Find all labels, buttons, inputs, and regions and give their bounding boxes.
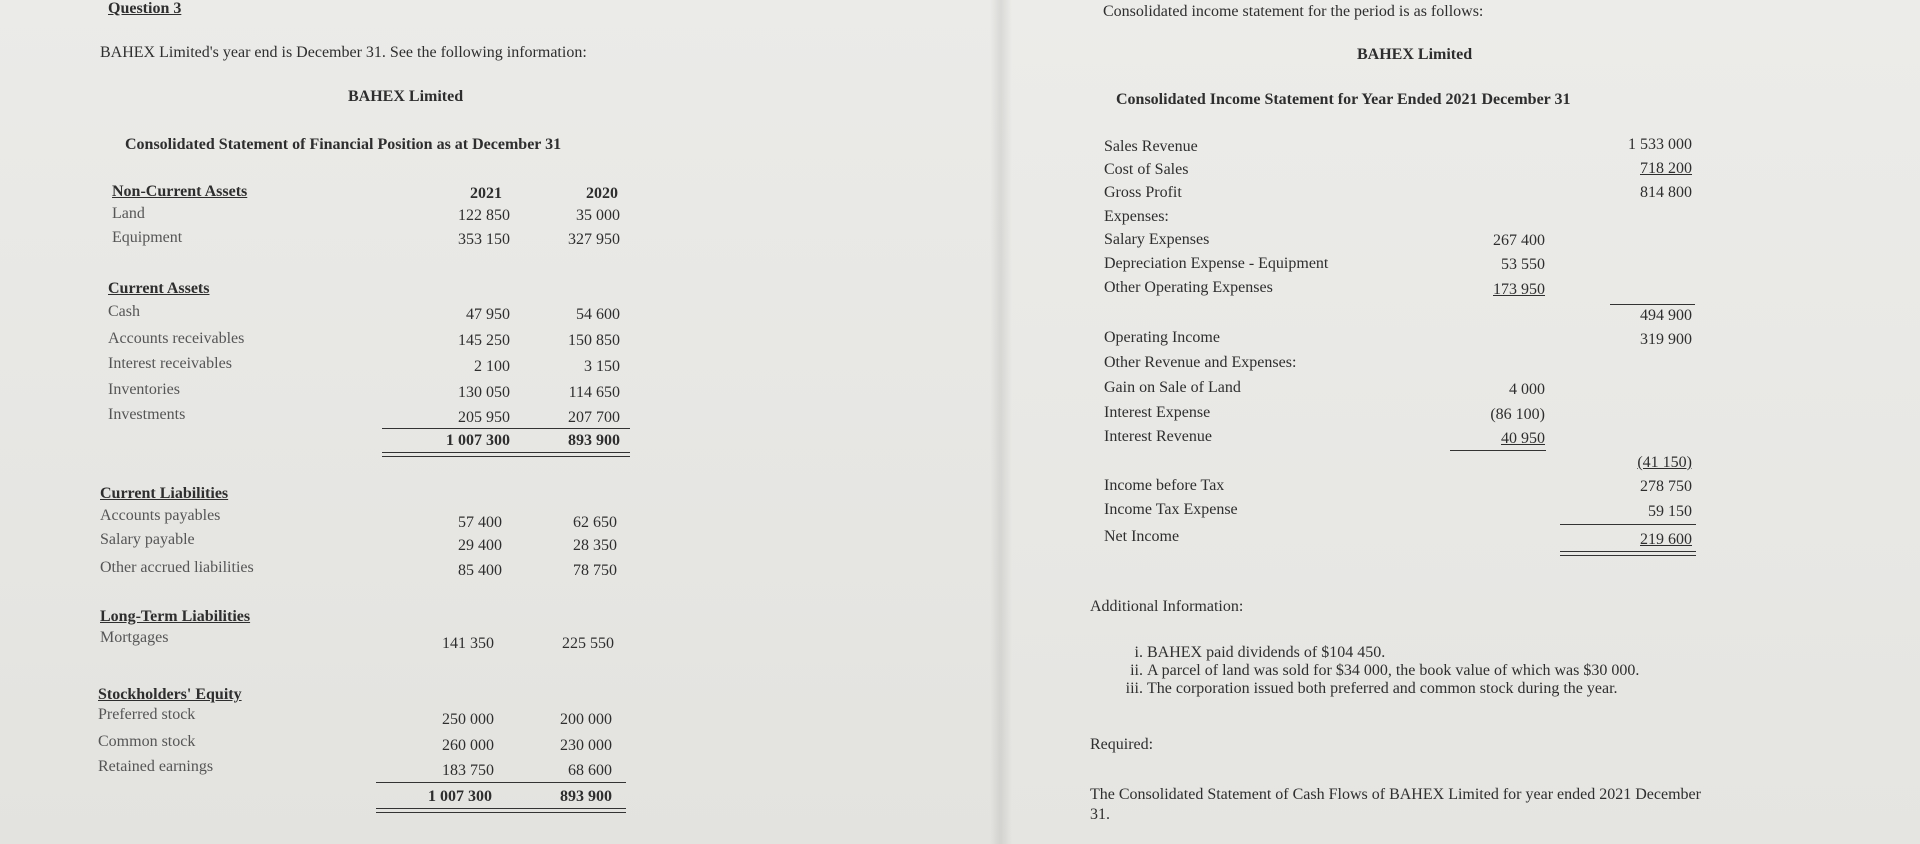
value-2020: 225 550 bbox=[562, 635, 614, 652]
list-item: iii. The corporation issued both preferred and common stock during the year. bbox=[1147, 680, 1639, 698]
row-label: Cash bbox=[108, 303, 140, 320]
subtotal-rule bbox=[1450, 450, 1546, 451]
is-mid-value: 267 400 bbox=[1493, 232, 1545, 249]
is-label: Interest Expense bbox=[1104, 404, 1211, 421]
net-income-value: 219 600 bbox=[1640, 531, 1692, 548]
value-2020: 78 750 bbox=[573, 562, 617, 579]
is-title: Consolidated Income Statement for Year Ended 2021 December 31 bbox=[1116, 91, 1571, 108]
additional-list bbox=[1125, 644, 1639, 698]
question-label: Question 3 bbox=[108, 0, 182, 17]
sfp-title: Consolidated Statement of Financial Position as at December 31 bbox=[125, 136, 562, 153]
value-2020: 35 000 bbox=[576, 207, 620, 224]
value-2020: 114 650 bbox=[568, 384, 620, 401]
value-2020: 68 600 bbox=[568, 762, 612, 779]
total-double-rule bbox=[376, 808, 626, 813]
is-mid-value: 173 950 bbox=[1493, 281, 1545, 298]
subtotal-rule bbox=[382, 428, 630, 429]
is-intro: Consolidated income statement for the period is as follows: bbox=[1103, 3, 1484, 20]
value-2020: 327 950 bbox=[568, 231, 620, 248]
is-label: Sales Revenue bbox=[1104, 138, 1198, 155]
equity-heading: Stockholders' Equity bbox=[98, 686, 242, 703]
value-2020: 3 150 bbox=[584, 358, 620, 375]
is-mid-value: 4 000 bbox=[1509, 381, 1545, 398]
is-label: Depreciation Expense - Equipment bbox=[1104, 255, 1329, 272]
is-right-value: 319 900 bbox=[1640, 331, 1692, 348]
total-le-2020: 893 900 bbox=[560, 788, 612, 805]
value-2021: 141 350 bbox=[442, 635, 494, 652]
row-label: Land bbox=[112, 205, 145, 222]
is-label: Other Revenue and Expenses: bbox=[1104, 354, 1297, 371]
is-label: Salary Expenses bbox=[1104, 231, 1210, 248]
value-2020: 62 650 bbox=[573, 514, 617, 531]
is-mid-value: 40 950 bbox=[1501, 430, 1545, 447]
row-label: Retained earnings bbox=[98, 758, 214, 775]
is-company: BAHEX Limited bbox=[1357, 46, 1473, 63]
is-right-value: 814 800 bbox=[1640, 184, 1692, 201]
row-label: Inventories bbox=[108, 381, 180, 398]
row-label: Equipment bbox=[112, 229, 183, 246]
is-label: Gross Profit bbox=[1104, 184, 1182, 201]
sfp-company: BAHEX Limited bbox=[348, 88, 464, 105]
value-2021: 260 000 bbox=[442, 737, 494, 754]
required-text: 31. bbox=[1090, 806, 1110, 823]
total-le-2021: 1 007 300 bbox=[428, 788, 492, 805]
list-item: ii. A parcel of land was sold for $34 000, the book value of which was $30 000. bbox=[1147, 662, 1639, 680]
total-double-rule bbox=[382, 452, 630, 457]
row-label: Interest receivables bbox=[108, 355, 232, 372]
row-label: Other accrued liabilities bbox=[100, 559, 254, 576]
value-2021: 2 100 bbox=[474, 358, 510, 375]
is-right-value: 1 533 000 bbox=[1628, 136, 1692, 153]
value-2020: 207 700 bbox=[568, 409, 620, 426]
is-right-value: 494 900 bbox=[1640, 307, 1692, 324]
value-2020: 54 600 bbox=[576, 306, 620, 323]
non-current-heading: Non-Current Assets bbox=[112, 183, 248, 200]
value-2021: 57 400 bbox=[458, 514, 502, 531]
value-2020: 150 850 bbox=[568, 332, 620, 349]
current-liabilities-heading: Current Liabilities bbox=[100, 485, 229, 502]
current-assets-heading: Current Assets bbox=[108, 280, 210, 297]
required-heading: Required: bbox=[1090, 736, 1154, 753]
value-2021: 29 400 bbox=[458, 537, 502, 554]
is-label: Expenses: bbox=[1104, 208, 1169, 225]
is-label: Net Income bbox=[1104, 528, 1180, 545]
value-2021: 353 150 bbox=[458, 231, 510, 248]
subtotal-rule bbox=[376, 782, 626, 783]
value-2021: 122 850 bbox=[458, 207, 510, 224]
row-label: Preferred stock bbox=[98, 706, 196, 723]
is-mid-value: 53 550 bbox=[1501, 256, 1545, 273]
is-label: Operating Income bbox=[1104, 329, 1220, 346]
is-label: Gain on Sale of Land bbox=[1104, 379, 1241, 396]
col-header-2020: 2020 bbox=[586, 185, 618, 202]
row-label: Accounts receivables bbox=[108, 330, 245, 347]
intro-text: BAHEX Limited's year end is December 31. See the following information: bbox=[100, 44, 587, 61]
total-double-rule bbox=[1560, 551, 1696, 556]
is-right-value: (41 150) bbox=[1637, 454, 1692, 471]
value-2021: 85 400 bbox=[458, 562, 502, 579]
value-2021: 250 000 bbox=[442, 711, 494, 728]
is-label: Income before Tax bbox=[1104, 477, 1225, 494]
value-2020: 230 000 bbox=[560, 737, 612, 754]
is-right-value: 278 750 bbox=[1640, 478, 1692, 495]
row-label: Salary payable bbox=[100, 531, 195, 548]
value-2021: 183 750 bbox=[442, 762, 494, 779]
row-label: Common stock bbox=[98, 733, 196, 750]
row-label: Investments bbox=[108, 406, 186, 423]
col-header-2021: 2021 bbox=[470, 185, 502, 202]
is-right-value: 59 150 bbox=[1648, 503, 1692, 520]
value-2021: 145 250 bbox=[458, 332, 510, 349]
total-assets-2021: 1 007 300 bbox=[446, 432, 510, 449]
additional-heading: Additional Information: bbox=[1090, 598, 1244, 615]
subtotal-rule bbox=[1560, 524, 1696, 525]
value-2020: 28 350 bbox=[573, 537, 617, 554]
long-term-liabilities-heading: Long-Term Liabilities bbox=[100, 608, 251, 625]
list-item: i. BAHEX paid dividends of $104 450. bbox=[1147, 644, 1639, 662]
is-label: Interest Revenue bbox=[1104, 428, 1212, 445]
total-assets-2020: 893 900 bbox=[568, 432, 620, 449]
value-2021: 47 950 bbox=[466, 306, 510, 323]
page-gutter bbox=[990, 0, 1012, 844]
is-label: Income Tax Expense bbox=[1104, 501, 1238, 518]
value-2021: 130 050 bbox=[458, 384, 510, 401]
value-2021: 205 950 bbox=[458, 409, 510, 426]
row-label: Accounts payables bbox=[100, 507, 221, 524]
is-mid-value: (86 100) bbox=[1490, 406, 1545, 423]
required-text: The Consolidated Statement of Cash Flows of BAHEX Limited for year ended 2021 December bbox=[1090, 786, 1701, 803]
is-label: Cost of Sales bbox=[1104, 161, 1189, 178]
is-label: Other Operating Expenses bbox=[1104, 279, 1273, 296]
is-right-value: 718 200 bbox=[1640, 160, 1692, 177]
subtotal-rule bbox=[1610, 304, 1695, 305]
value-2020: 200 000 bbox=[560, 711, 612, 728]
row-label: Mortgages bbox=[100, 629, 169, 646]
